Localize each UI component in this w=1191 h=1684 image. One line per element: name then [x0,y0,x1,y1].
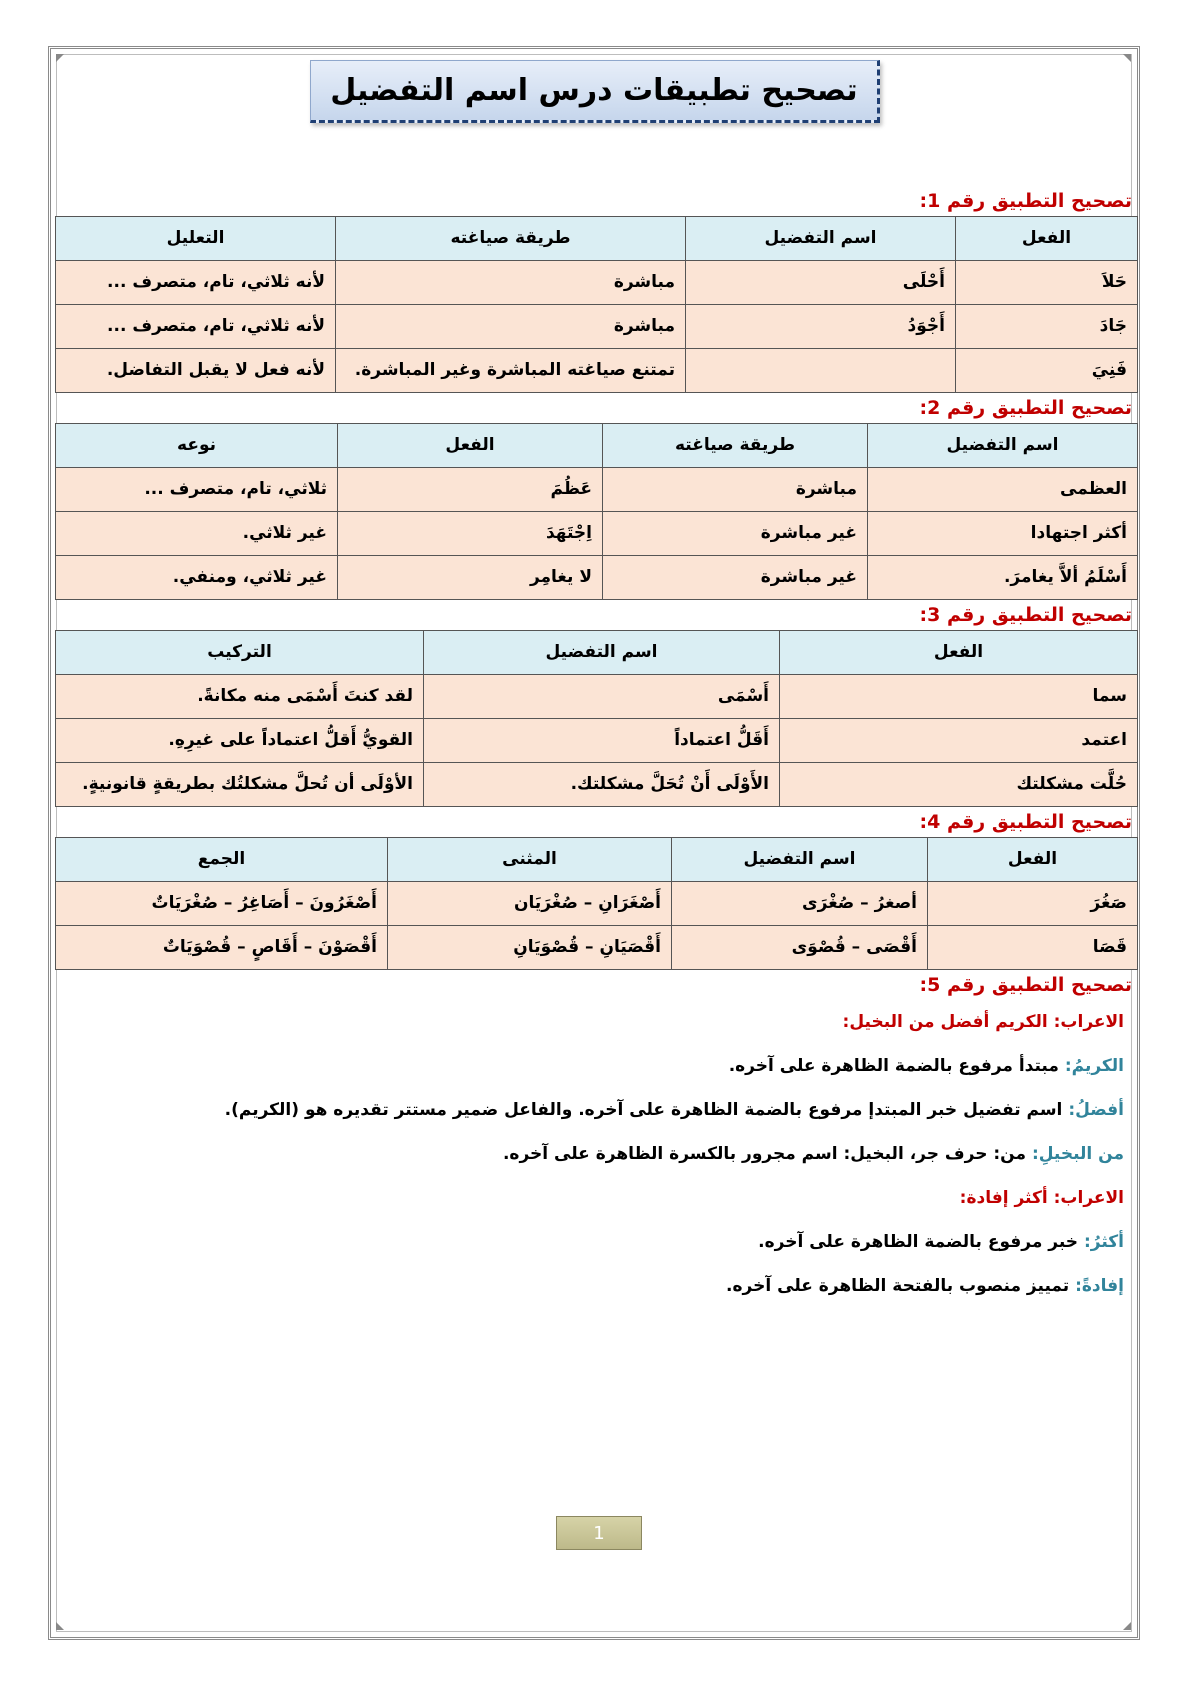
parse-heading-label: الاعراب: الكريم أفضل من البخيل: [842,1012,1124,1032]
table-cell: مباشرة [336,305,686,349]
parse-word-label: الكريمُ: [1064,1056,1124,1076]
table-cell: أَصْغَرُونَ – أَصَاغِرُ – صُغْرَيَاتٌ [56,882,388,926]
parse-line [56,1132,1124,1176]
table-cell: لأنه فعل لا يقبل التفاضل. [56,349,336,393]
table-cell: جَادَ [956,305,1138,349]
table-cell: مباشرة [336,261,686,305]
table-cell: غير مباشرة [603,556,868,600]
table-cell: العظمى [868,468,1138,512]
column-header: المثنى [388,838,672,882]
parse-line [56,1044,1124,1088]
table-row [56,305,1138,349]
table-cell: القويُّ أَقلُّ اعتماداً على غيرِهِ. [56,719,424,763]
table-cell: تمتنع صياغته المباشرة وغير المباشرة. [336,349,686,393]
table-cell: سما [780,675,1138,719]
table-application-2 [55,423,1138,600]
section-3-heading: تصحيح التطبيق رقم 3: [919,604,1132,626]
table-cell: الأوْلَى أن تُحلَّ مشكلتُك بطريقةٍ قانونيةٍ. [56,763,424,807]
column-header: نوعه [56,424,338,468]
table-application-1 [55,216,1138,393]
column-header: الفعل [928,838,1138,882]
corner-ornament-icon [56,54,64,62]
table-cell: أَقْصَى – قُصْوَى [672,926,928,970]
table-row [56,349,1138,393]
table-row [56,882,1138,926]
table-cell: أَصْغَرَانِ – صُغْرَيَان [388,882,672,926]
parse-heading-1 [56,1000,1124,1044]
table-cell: اعتمد [780,719,1138,763]
corner-ornament-icon [1123,1622,1131,1630]
table-cell: فَنِيَ [956,349,1138,393]
table-cell: لأنه ثلاثي، تام، متصرف ... [56,305,336,349]
table-row [56,556,1138,600]
table-cell: غير ثلاثي. [56,512,338,556]
table-cell: لا يغامِر [338,556,603,600]
table-cell: أَجْوَدُ [686,305,956,349]
corner-ornament-icon [1123,54,1131,62]
table-row [56,763,1138,807]
column-header: التعليل [56,217,336,261]
table-row [56,719,1138,763]
parse-heading-2 [56,1176,1124,1220]
column-header: اسم التفضيل [868,424,1138,468]
table-application-4 [55,837,1138,970]
table-header-row [56,217,1138,261]
table-cell: أَسْلَمُ ألاَّ يغامرَ. [868,556,1138,600]
table-row [56,926,1138,970]
page-title: تصحيح تطبيقات درس اسم التفضيل [330,73,858,108]
page-number: 1 [556,1516,642,1550]
table-cell: أكثر اجتهادا [868,512,1138,556]
column-header: طريقة صياغته [603,424,868,468]
table-cell: حُلَّت مشكلتك [780,763,1138,807]
parse-line [56,1264,1124,1308]
parse-text: تمييز منصوب بالفتحة الظاهرة على آخره. [726,1276,1076,1296]
parse-word-label: إفادةً: [1075,1276,1124,1296]
table-cell: غير ثلاثي، ومنفي. [56,556,338,600]
table-cell: صَغُرَ [928,882,1138,926]
table-cell: مباشرة [603,468,868,512]
parse-text: خبر مرفوع بالضمة الظاهرة على آخره. [758,1232,1084,1252]
parse-word-label: أكثرُ: [1083,1232,1124,1252]
parse-line [56,1088,1124,1132]
table-cell: الأَوْلَى أَنْ تُحَلَّ مشكلتك. [424,763,780,807]
parse-line [56,1220,1124,1264]
parse-word-label: أفضلُ: [1068,1100,1124,1120]
section-2-heading: تصحيح التطبيق رقم 2: [919,397,1132,419]
column-header: الفعل [956,217,1138,261]
table-row [56,261,1138,305]
table-cell: عَظُمَ [338,468,603,512]
section-5-heading: تصحيح التطبيق رقم 5: [919,974,1132,996]
column-header: اسم التفضيل [424,631,780,675]
column-header: التركيب [56,631,424,675]
table-cell: قَصَا [928,926,1138,970]
parse-word-label: من البخيلِ: [1031,1144,1124,1164]
table-header-row [56,631,1138,675]
table-header-row [56,424,1138,468]
column-header: اسم التفضيل [672,838,928,882]
parse-heading-label: الاعراب: أكثر إفادة: [959,1188,1124,1208]
table-cell: أَقَلُّ اعتماداً [424,719,780,763]
table-cell: اِجْتَهَدَ [338,512,603,556]
document-body [56,186,1138,1308]
section-4-heading: تصحيح التطبيق رقم 4: [919,811,1132,833]
table-cell: أَسْمَى [424,675,780,719]
table-cell: أَحْلَى [686,261,956,305]
table-cell: ثلاثي، تام، متصرف ... [56,468,338,512]
table-cell: غير مباشرة [603,512,868,556]
parse-text: من: حرف جر، البخيل: اسم مجرور بالكسرة الظاهرة على آخره. [502,1144,1032,1164]
table-cell: أَقْصَيَانِ – قُصْوَيَانِ [388,926,672,970]
table-cell: أَقْصَوْنَ – أَقَاصٍ – قُصْوَيَاتٌ [56,926,388,970]
table-cell [686,349,956,393]
column-header: طريقة صياغته [336,217,686,261]
corner-ornament-icon [56,1622,64,1630]
table-header-row [56,838,1138,882]
section-1-heading: تصحيح التطبيق رقم 1: [919,190,1132,212]
column-header: الفعل [338,424,603,468]
parse-text: اسم تفضيل خبر المبتدإ مرفوع بالضمة الظاهرة على آخره. والفاعل ضمير مستتر تقديره هو (الكريم). [224,1100,1069,1120]
table-cell: حَلاَ [956,261,1138,305]
title-banner [310,60,880,123]
parse-text: مبتدأ مرفوع بالضمة الظاهرة على آخره. [728,1056,1065,1076]
table-application-3 [55,630,1138,807]
table-row [56,675,1138,719]
column-header: الفعل [780,631,1138,675]
table-cell: لقد كنتَ أَسْمَى منه مكانةً. [56,675,424,719]
table-row [56,468,1138,512]
column-header: اسم التفضيل [686,217,956,261]
column-header: الجمع [56,838,388,882]
table-cell: لأنه ثلاثي، تام، متصرف ... [56,261,336,305]
table-cell: أصغرُ – صُغْرَى [672,882,928,926]
table-row [56,512,1138,556]
